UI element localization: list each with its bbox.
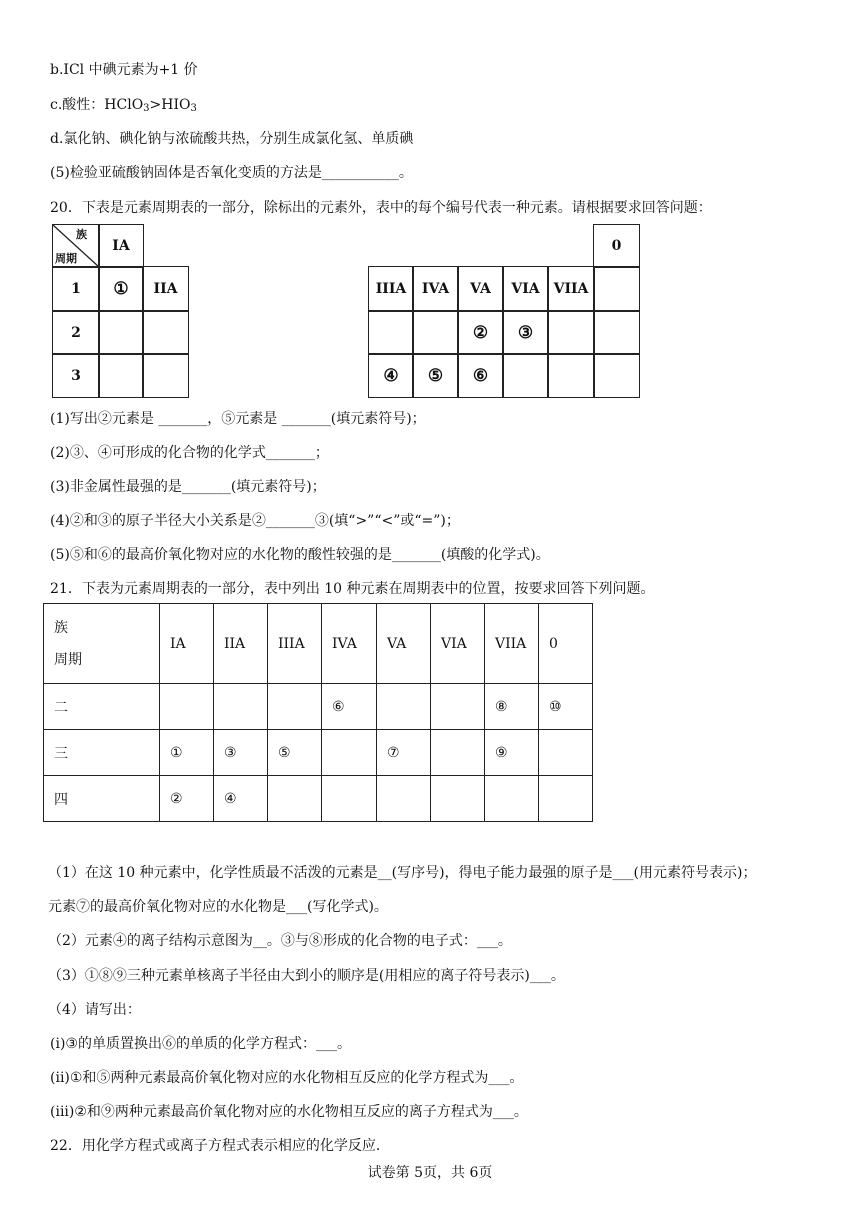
q21-header-IA: IA bbox=[160, 604, 214, 684]
option-d: d.氯化钠、碘化钠与浓硫酸共热，分别生成氯化氢、单质碘 bbox=[50, 131, 414, 147]
q20-header-IVA: IVA bbox=[412, 266, 459, 312]
q22-intro: 22．用化学方程式或离子方程式表示相应的化学反应． bbox=[50, 1138, 390, 1154]
q21-cell bbox=[268, 776, 322, 822]
q21-cell bbox=[268, 684, 322, 730]
q20-cell-3-IVA: ⑤ bbox=[412, 353, 459, 398]
q21-cell: ⑤ bbox=[268, 730, 322, 776]
q21-cell: ⑨ bbox=[485, 730, 539, 776]
q20-header-VA: VA bbox=[457, 266, 504, 312]
q19-part5: (5)检验亚硫酸钠固体是否氧化变质的方法是___________。 bbox=[50, 165, 413, 181]
q20-question-3: (3)非金属性最强的是_______(填元素符号)； bbox=[50, 479, 326, 495]
q21-question-4i: (i)③的单质置换出⑥的单质的化学方程式：___。 bbox=[50, 1036, 351, 1052]
q21-question-4: （4）请写出： bbox=[48, 1002, 141, 1018]
option-c bbox=[50, 96, 197, 118]
q20-question-2: (2)③、④可形成的化合物的化学式_______； bbox=[50, 445, 329, 461]
q21-header-IVA: IVA bbox=[322, 604, 377, 684]
q20-cell-1-IA: ① bbox=[98, 266, 144, 312]
q21-header-IIA: IIA bbox=[214, 604, 268, 684]
q20-header-IIA: IIA bbox=[142, 266, 189, 312]
q20-header-VIA: VIA bbox=[502, 266, 549, 312]
q21-period-label: 三 bbox=[44, 730, 160, 776]
q21-cell bbox=[377, 684, 431, 730]
q20-cell-3-IIIA: ④ bbox=[368, 353, 414, 398]
option-c-sub-1: 3 bbox=[143, 103, 150, 114]
q21-cell: ⑧ bbox=[485, 684, 539, 730]
q21-header-row bbox=[44, 604, 593, 684]
q21-cell bbox=[539, 730, 593, 776]
q20-corner-period: 周期 bbox=[55, 252, 77, 265]
q21-row-period-4 bbox=[44, 776, 593, 822]
q21-question-4iii: (iii)②和⑨两种元素最高价氧化物对应的水化物相互反应的离子方程式为___。 bbox=[50, 1104, 528, 1120]
q20-header-IA: IA bbox=[98, 224, 144, 268]
q21-cell bbox=[322, 776, 377, 822]
q21-corner-group: 族 bbox=[54, 619, 68, 636]
q21-periodic-table bbox=[43, 603, 593, 822]
q20-cell-2-IVA bbox=[412, 310, 459, 355]
q21-header-VIA: VIA bbox=[431, 604, 485, 684]
q21-corner-cell bbox=[44, 604, 160, 684]
q20-period-2: 2 bbox=[52, 310, 100, 355]
q20-header-IIIA: IIIA bbox=[368, 266, 414, 312]
q21-cell: ③ bbox=[214, 730, 268, 776]
q20-cell-1-0 bbox=[593, 266, 640, 312]
q21-question-3: （3）①⑧⑨三种元素单核离子半径由大到小的顺序是(用相应的离子符号表示)___。 bbox=[48, 968, 565, 984]
q20-cell-3-IIA bbox=[142, 353, 189, 398]
option-c-sub-2: 3 bbox=[190, 103, 197, 114]
q21-cell: ⑩ bbox=[539, 684, 593, 730]
q20-cell-3-VIIA bbox=[547, 353, 595, 398]
q20-cell-3-IA bbox=[98, 353, 144, 398]
q20-question-5: (5)⑤和⑥的最高价氧化物对应的水化物的酸性较强的是_______(填酸的化学式)。 bbox=[50, 547, 550, 563]
q21-cell bbox=[431, 776, 485, 822]
q21-cell bbox=[377, 776, 431, 822]
q21-cell: ② bbox=[160, 776, 214, 822]
option-b: b.ICl 中碘元素为+1 价 bbox=[50, 62, 198, 78]
q21-period-label: 四 bbox=[44, 776, 160, 822]
q20-cell-3-VA: ⑥ bbox=[457, 353, 504, 398]
q20-header-VIIA: VIIA bbox=[547, 266, 595, 312]
q21-question-2: （2）元素④的离子结构示意图为__。③与⑧形成的化合物的电子式：___。 bbox=[48, 933, 512, 949]
q20-period-3: 3 bbox=[52, 353, 100, 398]
q20-question-1: (1)写出②元素是 _______，⑤元素是 _______(填元素符号)； bbox=[50, 411, 426, 427]
q20-period-1: 1 bbox=[52, 266, 100, 312]
q21-cell bbox=[160, 684, 214, 730]
q20-cell-2-VA: ② bbox=[457, 310, 504, 355]
q21-period-label: 二 bbox=[44, 684, 160, 730]
q21-cell: ⑥ bbox=[322, 684, 377, 730]
q21-cell: ④ bbox=[214, 776, 268, 822]
q21-header-IIIA: IIIA bbox=[268, 604, 322, 684]
q21-cell: ① bbox=[160, 730, 214, 776]
q20-corner-group: 族 bbox=[76, 228, 87, 241]
q20-cell-3-VIA bbox=[502, 353, 549, 398]
q20-question-4: (4)②和③的原子半径大小关系是②_______③(填“>”“<”或“=”)； bbox=[50, 513, 460, 529]
q20-header-0: 0 bbox=[593, 224, 640, 268]
q21-header-VA: VA bbox=[377, 604, 431, 684]
q21-cell bbox=[539, 776, 593, 822]
option-c-text-1: c.酸性：HClO bbox=[50, 97, 144, 113]
q20-cell-2-IA bbox=[98, 310, 144, 355]
q21-corner-period: 周期 bbox=[54, 651, 82, 668]
q21-header-0: 0 bbox=[539, 604, 593, 684]
q21-header-VIIA: VIIA bbox=[485, 604, 539, 684]
q20-cell-2-IIIA bbox=[368, 310, 414, 355]
q21-cell bbox=[214, 684, 268, 730]
q20-cell-3-0 bbox=[593, 353, 640, 398]
option-c-text-2: >HIO bbox=[149, 97, 191, 113]
q21-question-1b: 元素⑦的最高价氧化物对应的水化物是___(写化学式)。 bbox=[48, 899, 388, 915]
q21-cell bbox=[431, 684, 485, 730]
q20-cell-2-VIA: ③ bbox=[502, 310, 549, 355]
q21-question-1a: （1）在这 10 种元素中，化学性质最不活泼的元素是__(写序号)，得电子能力最强的原子是___(用元素符号表示)； bbox=[48, 865, 757, 881]
q20-cell-2-0 bbox=[593, 310, 640, 355]
q21-question-4ii: (ii)①和⑤两种元素最高价氧化物对应的水化物相互反应的化学方程式为___。 bbox=[50, 1070, 524, 1086]
q21-cell: ⑦ bbox=[377, 730, 431, 776]
q21-cell bbox=[485, 776, 539, 822]
q21-cell bbox=[431, 730, 485, 776]
q21-cell bbox=[322, 730, 377, 776]
q21-row-period-2 bbox=[44, 684, 593, 730]
q20-cell-2-IIA bbox=[142, 310, 189, 355]
q20-intro: 20．下表是元素周期表的一部分，除标出的元素外，表中的每个编号代表一种元素。请根据要求回答问题： bbox=[50, 200, 712, 216]
q21-intro: 21．下表为元素周期表的一部分，表中列出 10 种元素在周期表中的位置，按要求回答下列问题。 bbox=[50, 581, 655, 597]
q21-row-period-3 bbox=[44, 730, 593, 776]
q20-cell-2-VIIA bbox=[547, 310, 595, 355]
page-footer: 试卷第 5页，共 6页 bbox=[367, 1165, 493, 1181]
